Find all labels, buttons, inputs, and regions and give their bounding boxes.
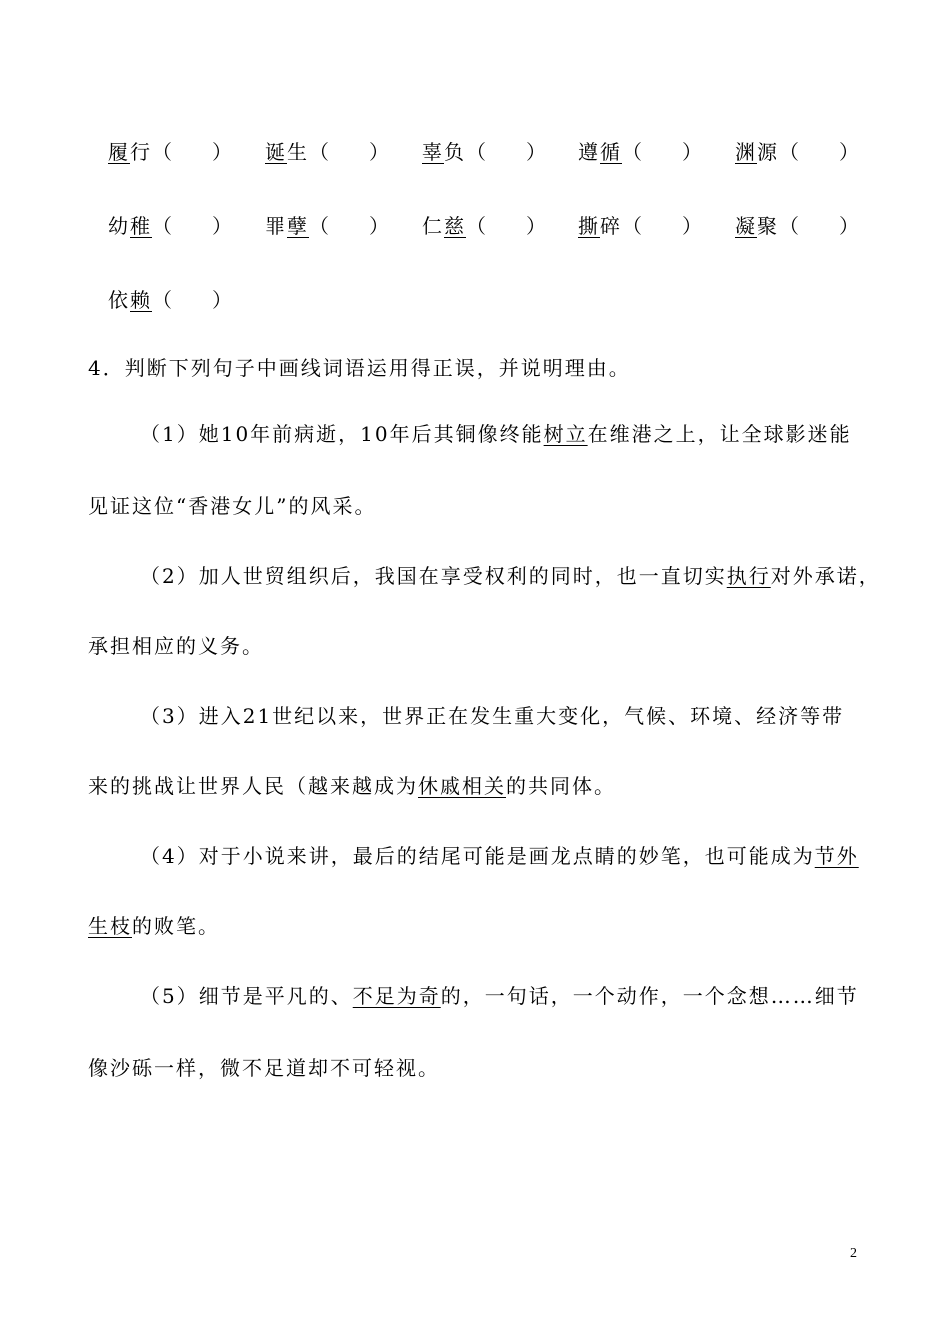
vocab-item: 履行（ ） <box>108 140 232 164</box>
underlined-term: 树立 <box>543 422 588 446</box>
vocab-item: 幼稚（ ） <box>108 214 232 238</box>
question-heading: 4．判断下列句子中画线词语运用得正误，并说明理由。 <box>88 356 631 380</box>
vocab-item: 罪孽（ ） <box>265 214 389 238</box>
sentence-line: （3）进入21世纪以来，世界正在发生重大变化，气候、环境、经济等带 <box>140 704 845 728</box>
vocab-item: 撕碎（ ） <box>578 214 702 238</box>
sentence-line: 生枝的败笔。 <box>88 914 220 938</box>
vocab-item: 仁慈（ ） <box>422 214 546 238</box>
underlined-term: 休戚相关 <box>418 774 506 798</box>
sentence-line: （4）对于小说来讲，最后的结尾可能是画龙点睛的妙笔，也可能成为节外 <box>140 844 859 868</box>
vocab-row-2 <box>0 212 950 240</box>
vocab-item: 辜负（ ） <box>422 140 546 164</box>
vocab-row-1 <box>0 138 950 166</box>
sentence-line: 来的挑战让世界人民（越来越成为休戚相关的共同体。 <box>88 774 616 798</box>
underlined-term: 生枝 <box>88 914 132 938</box>
sentence-line: 见证这位“香港女儿”的风采。 <box>88 494 377 518</box>
vocab-item: 依赖（ ） <box>108 288 232 312</box>
vocab-row-3 <box>0 286 950 314</box>
vocab-item: 遵循（ ） <box>578 140 702 164</box>
vocab-item: 凝聚（ ） <box>735 214 859 238</box>
sentence-line: （2）加人世贸组织后，我国在享受权利的同时，也一直切实执行对外承诺， <box>140 564 881 588</box>
sentence-line: （5）细节是平凡的、不足为奇的，一句话，一个动作，一个念想……细节 <box>140 984 859 1008</box>
vocab-item: 渊源（ ） <box>735 140 859 164</box>
sentence-line: 像沙砾一样，微不足道却不可轻视。 <box>88 1056 440 1080</box>
sentence-line: 承担相应的义务。 <box>88 634 264 658</box>
sentence-line: （1）她10年前病逝，10年后其铜像终能树立在维港之上，让全球影迷能 <box>140 422 852 446</box>
page-number: 2 <box>850 1246 857 1261</box>
underlined-term: 节外 <box>814 844 859 868</box>
underlined-term: 不足为奇 <box>352 984 441 1008</box>
vocab-item: 诞生（ ） <box>265 140 389 164</box>
underlined-term: 执行 <box>726 564 771 588</box>
